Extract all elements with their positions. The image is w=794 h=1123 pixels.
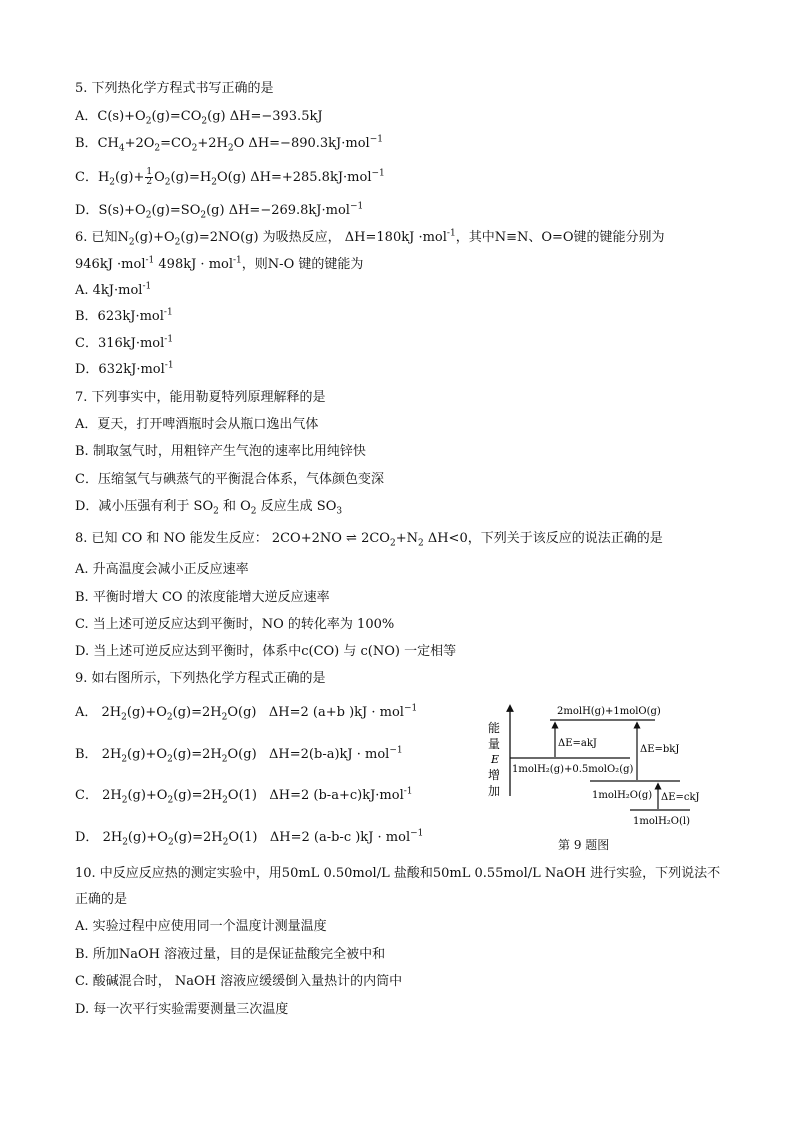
q10-stem-line2: 正确的是	[75, 892, 128, 907]
q5-option-b: B．$CH_4+2O_2=CO_2+2H_2O$ ΔH=−890.3kJ·mol$^{-1}$	[75, 134, 383, 154]
level-top-label: 2molH(g)+1molO(g)	[557, 706, 661, 717]
level-h2o-g-label: 1molH₂O(g)	[592, 790, 653, 801]
axis-char-1: 量	[488, 737, 501, 751]
level-h2o-l-label: 1molH₂O(l)	[633, 816, 690, 827]
q9-option-c: C． $2H_2(g)+O_2(g)=2H_2O(1)$ ΔH=2 (b-a+c)kJ·mol$^{-1}$	[75, 786, 413, 806]
q6-option-d: D．632kJ·mol$^{-1}$	[75, 360, 174, 377]
q6-stem-line2: 946kJ ·mol$^{-1}$ 498kJ · mol$^{-1}$，则N-O 键的键能为	[75, 255, 364, 272]
label-eb: ΔE=bkJ	[640, 744, 680, 755]
q8-option-c: C. 当上述可逆反应达到平衡时，NO 的转化率为 100%	[75, 617, 395, 632]
q8-option-a: A. 升高温度会减小正反应速率	[75, 562, 249, 577]
q6-option-a: A. 4kJ·mol$^{-1}$	[75, 281, 152, 298]
q9-option-b: B． $2H_2(g)+O_2(g)=2H_2O(g) \Delta H=2(b-a)kJ \cdot mol^{-1}$	[75, 745, 403, 765]
q6-option-b: B．623kJ·mol$^{-1}$	[75, 307, 173, 324]
q10-stem: 10. 中反应反应热的测定实验中，用50mL 0.50mol/L 盐酸和50mL 0.55mol/L NaOH 进行实验，下列说法不	[75, 866, 721, 881]
q5-option-a: A．$C(s)+O_2(g)=CO_2(g)$ ΔH=−393.5kJ	[75, 109, 323, 127]
q7-option-b: B. 制取氢气时，用粗锌产生气泡的速率比用纯锌快	[75, 444, 366, 459]
level-mid-label: 1molH₂(g)+0.5molO₂(g)	[512, 764, 634, 775]
diagram-caption: 第 9 题图	[558, 838, 610, 852]
energy-level-diagram	[480, 700, 700, 850]
label-ec: ΔE=ckJ	[661, 792, 700, 803]
q10-option-c: C. 酸碱混合时， NaOH 溶液应缓缓倒入量热计的内筒中	[75, 974, 403, 989]
q5-option-d: D．$S(s)+O_2(g)=SO_2(g)$ ΔH=−269.8kJ·mol$^{-1}$	[75, 201, 364, 221]
q7-option-d: D．减小压强有利于 $SO_2$ 和 $O_2$ 反应生成 $SO_3$	[75, 499, 343, 517]
q5-option-c: C．$H_2(g)+$ $\frac{1}{2}$ $O_2(g)=H_2O(g)$ ΔH=+285.8kJ·mol$^{-1}$	[75, 167, 385, 188]
q7-option-a: A．夏天，打开啤酒瓶时会从瓶口逸出气体	[75, 417, 319, 432]
q6-option-c: C．316kJ·mol$^{-1}$	[75, 334, 174, 351]
q8-option-b: B. 平衡时增大 CO 的浓度能增大逆反应速率	[75, 590, 330, 605]
q5-stem: 5. 下列热化学方程式书写正确的是	[75, 81, 274, 96]
q7-stem: 7. 下列事实中，能用勒夏特列原理解释的是	[75, 390, 326, 405]
q9-option-d: D． $2H_2(g)+O_2(g)=2H_2O(1)$ ΔH=2 (a-b-c )kJ · mol$^{-1}$	[75, 828, 424, 848]
axis-char-0: 能	[488, 721, 501, 735]
q10-option-a: A. 实验过程中应使用同一个温度计测量温度	[75, 919, 327, 934]
q10-option-b: B. 所加NaOH 溶液过量，目的是保证盐酸完全被中和	[75, 947, 386, 962]
q9-stem: 9. 如右图所示，下列热化学方程式正确的是	[75, 671, 326, 686]
label-ea: ΔE=akJ	[558, 738, 597, 749]
q9-option-a: A． $2H_2(g)+O_2(g)=2H_2O(g)$ ΔH=2 (a+b )kJ · mol$^{-1}$	[75, 703, 418, 723]
q8-option-d: D. 当上述可逆反应达到平衡时，体系中c(CO) 与 c(NO) 一定相等	[75, 644, 457, 659]
q6-stem: 6. 已知$N_2(g)+O_2(g)=2NO(g)$ 为吸热反应， ΔH=180kJ ·mol$^{-1}$，其中N≡N、O=O键的键能分别为	[75, 228, 665, 248]
fraction-half: $\frac{1}{2}$	[146, 167, 153, 187]
axis-char-2: E	[491, 753, 500, 766]
q8-stem: 8. 已知 CO 和 NO 能发生反应： 2CO+2NO ⇌ $2CO_2+N_2$ ΔH<0，下列关于该反应的说法正确的是	[75, 531, 663, 549]
axis-char-4: 加	[488, 784, 501, 798]
axis-char-3: 增	[488, 768, 501, 782]
q7-option-c: C．压缩氢气与碘蒸气的平衡混合体系，气体颜色变深	[75, 472, 384, 487]
q10-option-d: D. 每一次平行实验需要测量三次温度	[75, 1002, 289, 1017]
